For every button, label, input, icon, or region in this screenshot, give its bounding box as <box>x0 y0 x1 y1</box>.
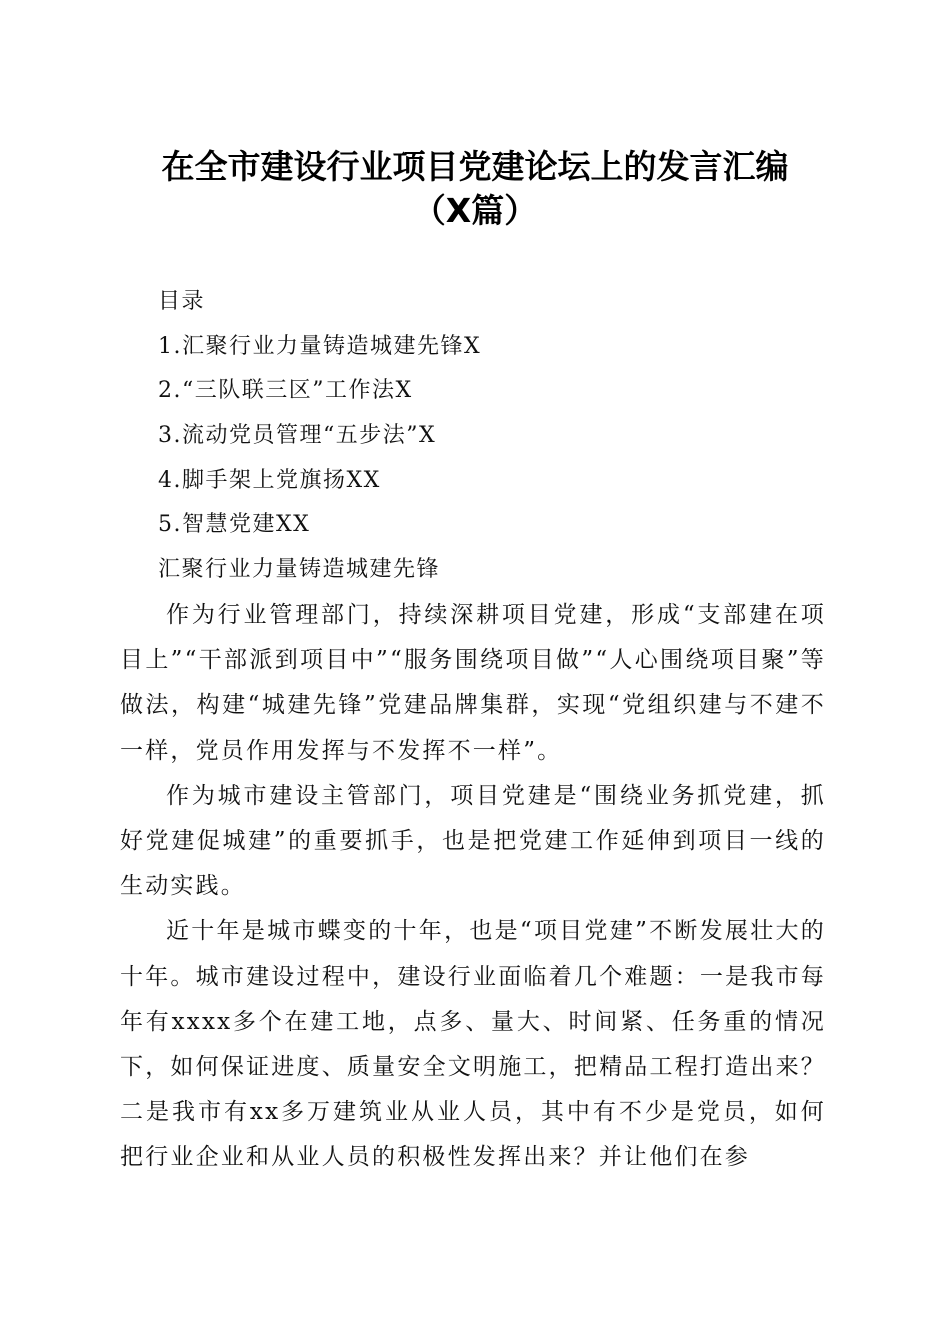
body-paragraph: 作为城市建设主管部门，项目党建是“围绕业务抓党建，抓好党建促城建”的重要抓手，也是把党建工作延伸到项目一线的生动实践。 <box>120 782 826 900</box>
body-paragraph: 作为行业管理部门，持续深耕项目党建，形成“支部建在项目上”“干部派到项目中”“服务围绕项目做”“人心围绕项目聚”等做法，构建“城建先锋”党建品牌集群，实现“党组织建与不建不一样，党员作用发挥与不发挥不一样”。 <box>120 602 826 764</box>
toc-heading: 目录 <box>158 289 206 314</box>
document-title-subtitle: （X篇） <box>412 191 538 230</box>
toc-item: 5.智慧党建XX <box>158 512 311 538</box>
toc-item: 4.脚手架上党旗扬XX <box>158 467 381 493</box>
document-title: 在全市建设行业项目党建论坛上的发言汇编 <box>161 147 789 186</box>
table-of-contents <box>158 280 481 593</box>
toc-item: 1.汇聚行业力量铸造城建先锋X <box>158 333 482 359</box>
body-paragraph: 近十年是城市蝶变的十年，也是“项目党建”不断发展壮大的十年。城市建设过程中，建设行业面临着几个难题：一是我市每年有xxxx多个在建工地，点多、量大、时间紧、任务重的情况下，如何保证进度、质量安全文明施工，把精品工程打造出来？二是我市有xx多万建筑业从业人员，其中有不少是党员，如何把行业企业和从业人员的积极性发挥出来？并让他们在参 <box>120 918 826 1171</box>
toc-item: 2.“三队联三区”工作法X <box>158 378 413 404</box>
toc-item: 3.流动党员管理“五步法”X <box>158 423 437 449</box>
body-text <box>120 593 826 1181</box>
section-heading: 汇聚行业力量铸造城建先锋 <box>158 557 441 583</box>
